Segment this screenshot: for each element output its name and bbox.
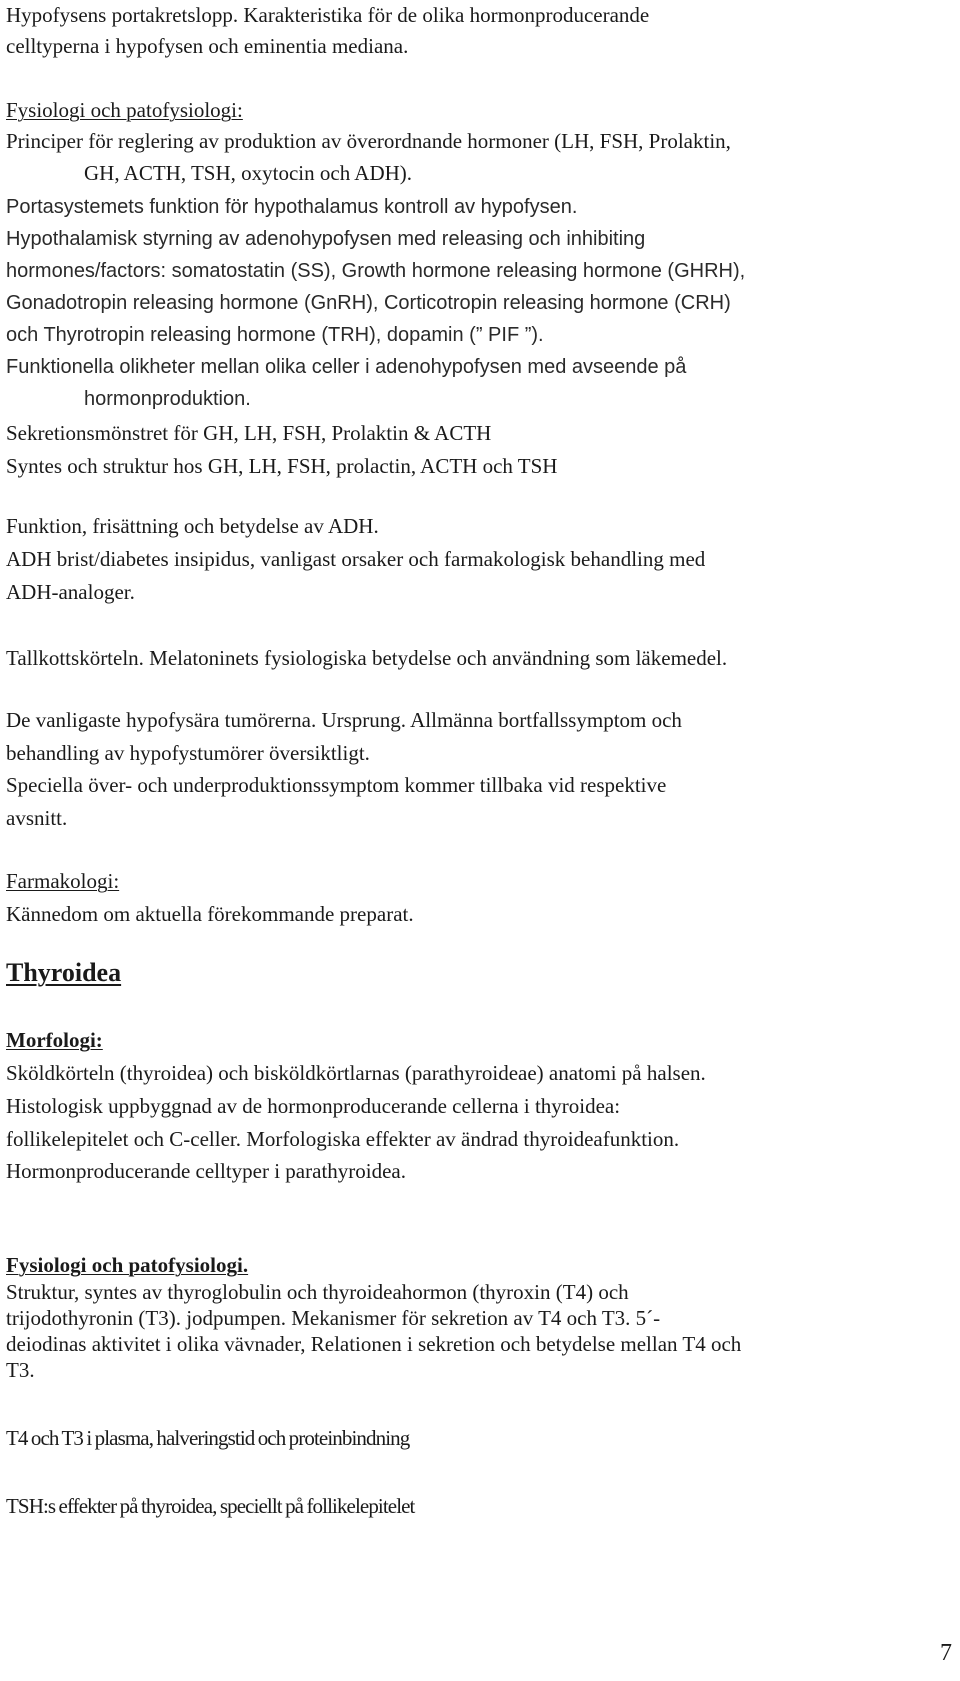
plasma-line: T4 och T3 i plasma, halveringstid och proteinbindning <box>6 1426 410 1450</box>
thyroidea-fysiologi-line-4: T3. <box>6 1358 35 1382</box>
intro-line-2: celltyperna i hypofysen och eminentia mediana. <box>6 34 409 58</box>
hypofys-fysiologi-heading: Fysiologi och patofysiologi: <box>6 98 243 122</box>
morfologi-line-1: Sköldkörteln (thyroidea) och bisköldkörtlarnas (parathyroideae) anatomi på halsen. <box>6 1061 706 1085</box>
thyroidea-fysiologi-line-1: Struktur, syntes av thyroglobulin och thyroideahormon (thyroxin (T4) och <box>6 1280 629 1304</box>
funktionella-line-1: Funktionella olikheter mellan olika celler i adenohypofysen med avseende på <box>6 356 687 378</box>
adh-brist-line-1: ADH brist/diabetes insipidus, vanligast orsaker och farmakologisk behandling med <box>6 547 706 571</box>
speciella-line-2: avsnitt. <box>6 806 68 830</box>
thyroidea-fysiologi-line-2: trijodothyronin (T3). jodpumpen. Mekanismer för sekretion av T4 och T3. 5´- <box>6 1306 661 1330</box>
thyroidea-title: Thyroidea <box>6 958 122 987</box>
hypothalamisk-line-2: hormones/factors: somatostatin (SS), Growth hormone releasing hormone (GHRH), <box>6 260 746 282</box>
adh-funktion-line: Funktion, frisättning och betydelse av ADH. <box>6 514 379 538</box>
tallkott-line: Tallkottskörteln. Melatoninets fysiologiska betydelse och användning som läkemedel. <box>6 646 728 670</box>
tumorer-line-2: behandling av hypofystumörer översiktligt. <box>6 741 370 765</box>
farmakologi-text: Kännedom om aktuella förekommande preparat. <box>6 902 414 926</box>
thyroidea-fysiologi-heading: Fysiologi och patofysiologi. <box>6 1253 249 1277</box>
morfologi-heading: Morfologi: <box>6 1028 103 1052</box>
morfologi-line-4: Hormonproducerande celltyper i parathyroidea. <box>6 1159 406 1183</box>
hypothalamisk-line-4: och Thyrotropin releasing hormone (TRH), dopamin (” PIF ”). <box>6 324 544 346</box>
adh-brist-line-2: ADH-analoger. <box>6 580 135 604</box>
tsh-line: TSH:s effekter på thyroidea, speciellt på follikelepitelet <box>6 1494 415 1518</box>
sekretion-line: Sekretionsmönstret för GH, LH, FSH, Prolaktin & ACTH <box>6 421 492 445</box>
principer-line-2: GH, ACTH, TSH, oxytocin och ADH). <box>84 161 413 185</box>
portasystem-line: Portasystemets funktion för hypothalamus kontroll av hypofysen. <box>6 196 578 218</box>
intro-line-1: Hypofysens portakretslopp. Karakteristika för de olika hormonproducerande <box>6 3 650 27</box>
speciella-line-1: Speciella över- och underproduktionssymptom kommer tillbaka vid respektive <box>6 773 667 797</box>
thyroidea-fysiologi-line-3: deiodinas aktivitet i olika vävnader, Relationen i sekretion och betydelse mellan T4 och <box>6 1332 742 1356</box>
hypothalamisk-line-3: Gonadotropin releasing hormone (GnRH), Corticotropin releasing hormone (CRH) <box>6 292 731 314</box>
page-number: 7 <box>940 1640 952 1666</box>
syntes-line: Syntes och struktur hos GH, LH, FSH, prolactin, ACTH och TSH <box>6 454 558 478</box>
hypothalamisk-line-1: Hypothalamisk styrning av adenohypofysen med releasing och inhibiting <box>6 228 646 250</box>
morfologi-line-2: Histologisk uppbyggnad av de hormonproducerande cellerna i thyroidea: <box>6 1094 621 1118</box>
principer-line-1: Principer för reglering av produktion av överordnande hormoner (LH, FSH, Prolaktin, <box>6 129 731 153</box>
farmakologi-heading: Farmakologi: <box>6 869 120 893</box>
funktionella-line-2: hormonproduktion. <box>84 388 251 410</box>
tumorer-line-1: De vanligaste hypofysära tumörerna. Ursprung. Allmänna bortfallssymptom och <box>6 708 682 732</box>
morfologi-line-3: follikelepitelet och C-celler. Morfologiska effekter av ändrad thyroideafunktion. <box>6 1127 680 1151</box>
